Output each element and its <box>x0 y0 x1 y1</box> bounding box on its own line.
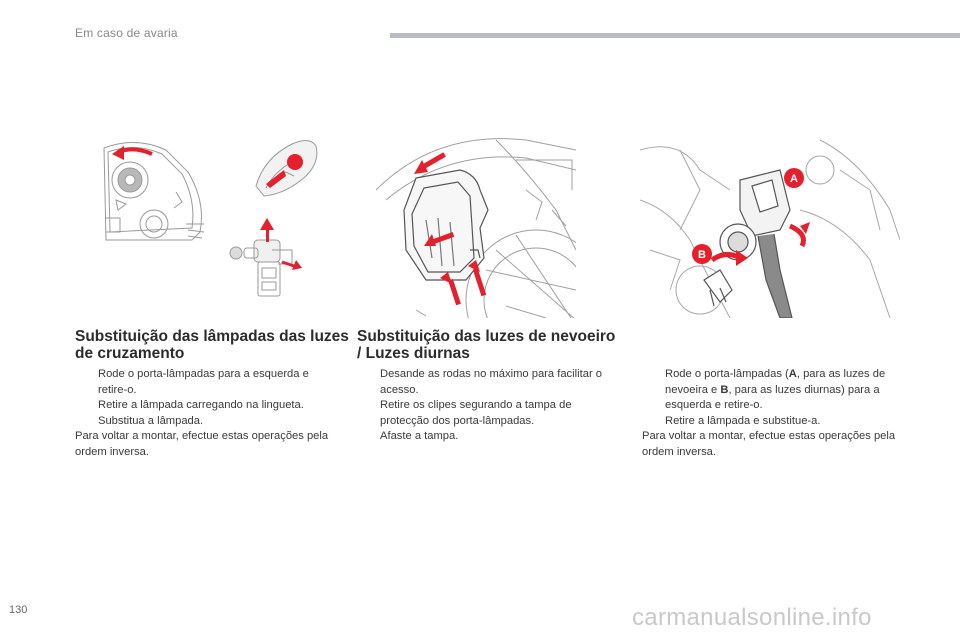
section-title-fog-lights: Substituição das luzes de nevoeiro / Luzes diurnas <box>357 328 616 362</box>
illustration-dipped-beam <box>96 132 328 318</box>
step-item <box>75 414 337 430</box>
lamp-holder-icon <box>704 170 792 318</box>
step-text: Desande as rodas no máximo para facilitar o acesso. <box>380 368 602 396</box>
step-text: Retire os clipes segurando a tampa de protecção dos porta-lâmpadas. <box>380 399 572 427</box>
page-number: 130 <box>9 604 28 616</box>
watermark: carmanualsonline.info <box>632 604 872 631</box>
step-item <box>357 398 619 429</box>
bulb-holder-icon <box>230 240 292 296</box>
step-text: Rode o porta-lâmpadas para a esquerda e retire-o. <box>98 368 309 396</box>
reassembly-note: Para voltar a montar, efectue estas operações pela ordem inversa. <box>75 430 329 458</box>
step-text: Retire a lâmpada carregando na lingueta. <box>98 399 304 411</box>
step-text: Afaste a tampa. <box>380 430 459 442</box>
step-item <box>75 398 337 414</box>
step-text: Substitua a lâmpada. <box>98 414 204 427</box>
illustration-fog-holders <box>640 130 900 318</box>
header-bar <box>390 33 960 38</box>
illustration-fog-cover <box>376 130 576 318</box>
section-body-fog-lights <box>357 367 619 445</box>
section-body-dipped-beam <box>75 367 337 460</box>
clip-icon <box>256 140 317 196</box>
label-b-ref: B <box>720 383 729 396</box>
page-header-title: Em caso de avaria <box>75 26 178 40</box>
section-title-dipped-beam: Substituição das lâmpadas das luzes de cruzamento <box>75 328 349 362</box>
step-item <box>642 414 904 430</box>
step-item <box>642 367 904 414</box>
reassembly-note: Para voltar a montar, efectue estas operações pela ordem inversa. <box>642 430 896 458</box>
label-a: A <box>790 173 798 185</box>
step-item <box>357 367 619 398</box>
step-text: Rode o porta-lâmpadas (A, para as luzes de nevoeira e B, para as luzes diurnas) para a esquerda e retire-o. <box>665 368 886 411</box>
label-a-ref: A <box>788 368 797 380</box>
label-b: B <box>698 249 706 261</box>
section-body-lamp-holders <box>642 367 904 460</box>
step-text: Retire a lâmpada e substitue-a. <box>665 414 821 427</box>
step-item <box>357 429 619 445</box>
step-item <box>75 367 337 398</box>
